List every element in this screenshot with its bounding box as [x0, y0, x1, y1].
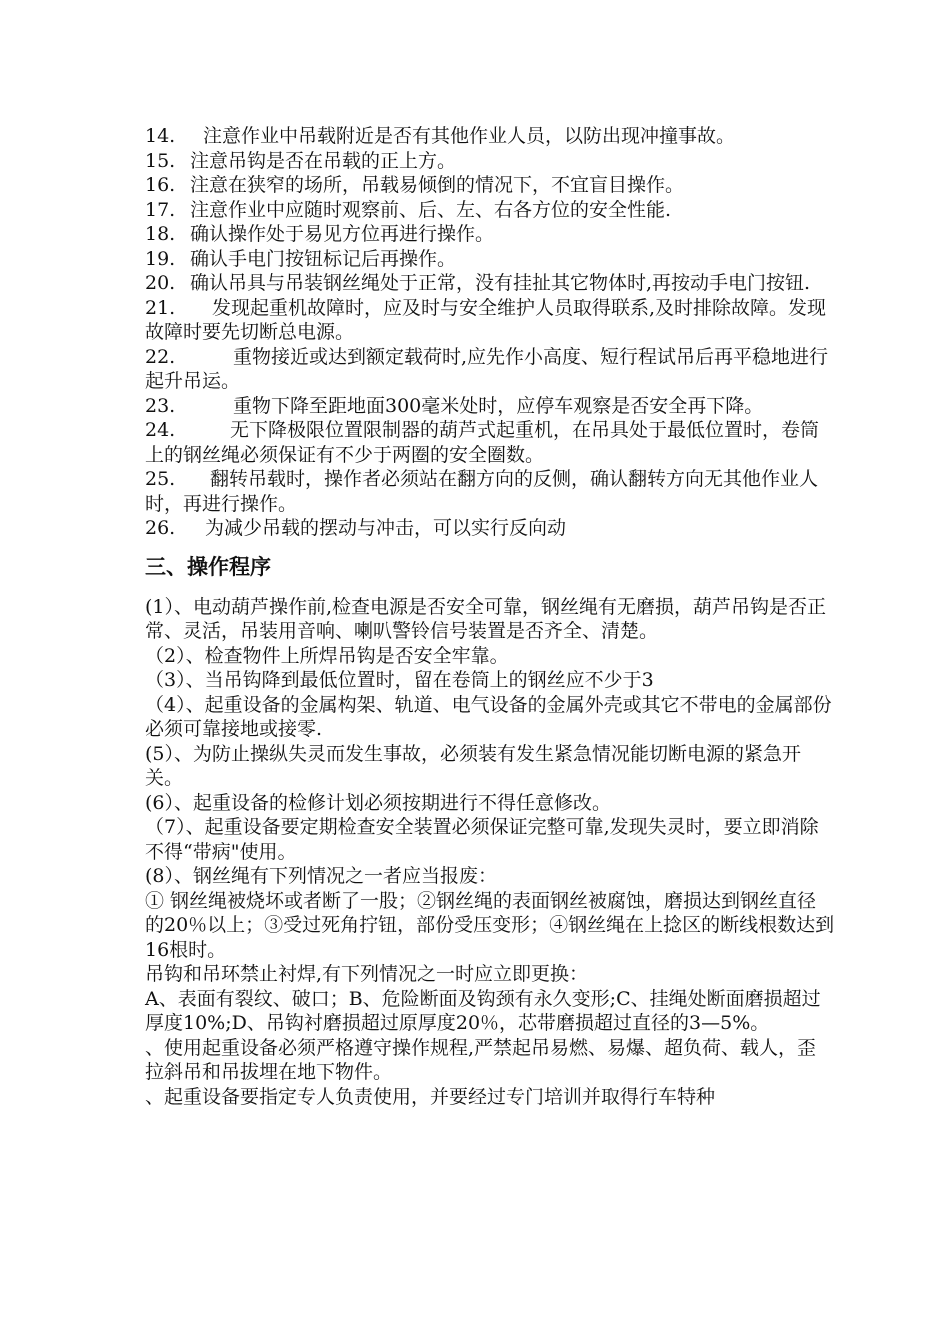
item-number: 20.: [145, 272, 176, 294]
section-heading: 三、操作程序: [145, 554, 271, 579]
list-item: [145, 222, 835, 247]
document-page: [145, 124, 835, 1109]
list-item: [145, 173, 835, 198]
paragraph: A、表面有裂纹、破口；B、危险断面及钩颈有永久变形;C、挂绳处断面磨损超过厚度10%;D、吊钩衬磨损超过原厚度20％，芯带磨损超过直径的3—5%。: [145, 987, 821, 1034]
paragraph: (8）、钢丝绳有下列情况之一者应当报废：: [145, 865, 498, 887]
list-item: [145, 345, 835, 394]
item-number: 26.: [145, 517, 176, 539]
paragraph: (6）、起重设备的检修计划必须按期进行不得任意修改。: [145, 791, 612, 814]
paragraph: 吊钩和吊环禁止衬焊,有下列情况之一时应立即更换：: [145, 963, 589, 985]
item-text: 无下降极限位置限制器的葫芦式起重机，在吊具处于最低位置时，卷筒上的钢丝绳必须保证有不少于两圈的安全圈数。: [145, 419, 820, 466]
item-number: 22.: [145, 345, 176, 368]
item-number: 21.: [145, 296, 176, 319]
item-text: 重物接近或达到额定载荷时,应先作小高度、短行程试吊后再平稳地进行起升吊运。: [145, 345, 829, 392]
list-item: [145, 124, 835, 149]
list-item: [145, 516, 835, 541]
list-item: [145, 198, 835, 223]
paragraph: （2）、检查物件上所焊吊钩是否安全牢靠。: [145, 644, 509, 667]
item-number: 23.: [145, 394, 176, 417]
item-text: 为减少吊载的摆动与冲击，可以实行反向动: [205, 517, 567, 539]
item-number: 25.: [145, 468, 176, 490]
item-number: 14.: [145, 125, 176, 147]
paragraph: （4）、起重设备的金属构架、轨道、电气设备的金属外壳或其它不带电的金属部份必须可靠接地或接零.: [145, 693, 832, 740]
paragraph: (5）、为防止操纵失灵而发生事故，必须装有发生紧急情况能切断电源的紧急开关。: [145, 742, 802, 789]
item-number: 16.: [145, 174, 176, 196]
item-text: 注意作业中应随时观察前、后、左、右各方位的安全性能.: [190, 198, 672, 221]
item-number: 18.: [145, 223, 176, 245]
list-item: [145, 467, 835, 516]
list-item: [145, 149, 835, 174]
paragraph: 、起重设备要指定专人负责使用，并要经过专门培训并取得行车特种: [145, 1085, 716, 1108]
procedure-section: [145, 595, 835, 1110]
item-number: 17.: [145, 198, 176, 221]
list-item: [145, 247, 835, 272]
item-number: 15.: [145, 149, 176, 172]
item-text: 注意作业中吊载附近是否有其他作业人员，以防出现冲撞事故。: [203, 125, 736, 147]
list-item: [145, 418, 835, 467]
item-text: 发现起重机故障时，应及时与安全维护人员取得联系,及时排除故障。发现故障时要先切断总电源。: [145, 296, 827, 343]
paragraph: （7）、起重设备要定期检查安全装置必须保证完整可靠,发现失灵时，要立即消除不得“带病"使用。: [145, 816, 819, 863]
item-text: 确认操作处于易见方位再进行操作。: [190, 223, 495, 245]
list-item: [145, 271, 835, 296]
paragraph: （3）、当吊钩降到最低位置时，留在卷筒上的钢丝应不少于3: [145, 669, 654, 691]
item-text: 确认吊具与吊装钢丝绳处于正常，没有挂扯其它物体时,再按动手电门按钮.: [190, 272, 811, 294]
item-number: 19.: [145, 247, 176, 270]
item-text: 翻转吊载时，操作者必须站在翻方向的反侧，确认翻转方向无其他作业人时，再进行操作。: [145, 468, 819, 515]
paragraph: ① 钢丝绳被烧坏或者断了一股；②钢丝绳的表面钢丝被腐蚀，磨损达到钢丝直径的20％以上；③受过死角拧钮，部份受压变形；④钢丝绳在上捻区的断线根数达到16根时。: [145, 889, 835, 961]
list-item: [145, 394, 835, 419]
item-text: 确认手电门按钮标记后再操作。: [190, 247, 457, 270]
paragraph: 、使用起重设备必须严格遵守操作规程,严禁起吊易燃、易爆、超负荷、载人，歪拉斜吊和吊拔埋在地下物件。: [145, 1036, 817, 1083]
item-text: 注意在狭窄的场所，吊载易倾倒的情况下，不宜盲目操作。: [190, 174, 685, 196]
item-number: 24.: [145, 419, 176, 441]
item-text: 注意吊钩是否在吊载的正上方。: [190, 149, 457, 172]
paragraph: (1）、电动葫芦操作前,检查电源是否安全可靠，钢丝绳有无磨损，葫芦吊钩是否正常、灵活，吊装用音响、喇叭警铃信号装置是否齐全、清楚。: [145, 595, 827, 642]
list-item: [145, 296, 835, 345]
safety-rules-list: [145, 124, 835, 541]
item-text: 重物下降至距地面300毫米处时，应停车观察是否安全再下降。: [233, 394, 764, 417]
